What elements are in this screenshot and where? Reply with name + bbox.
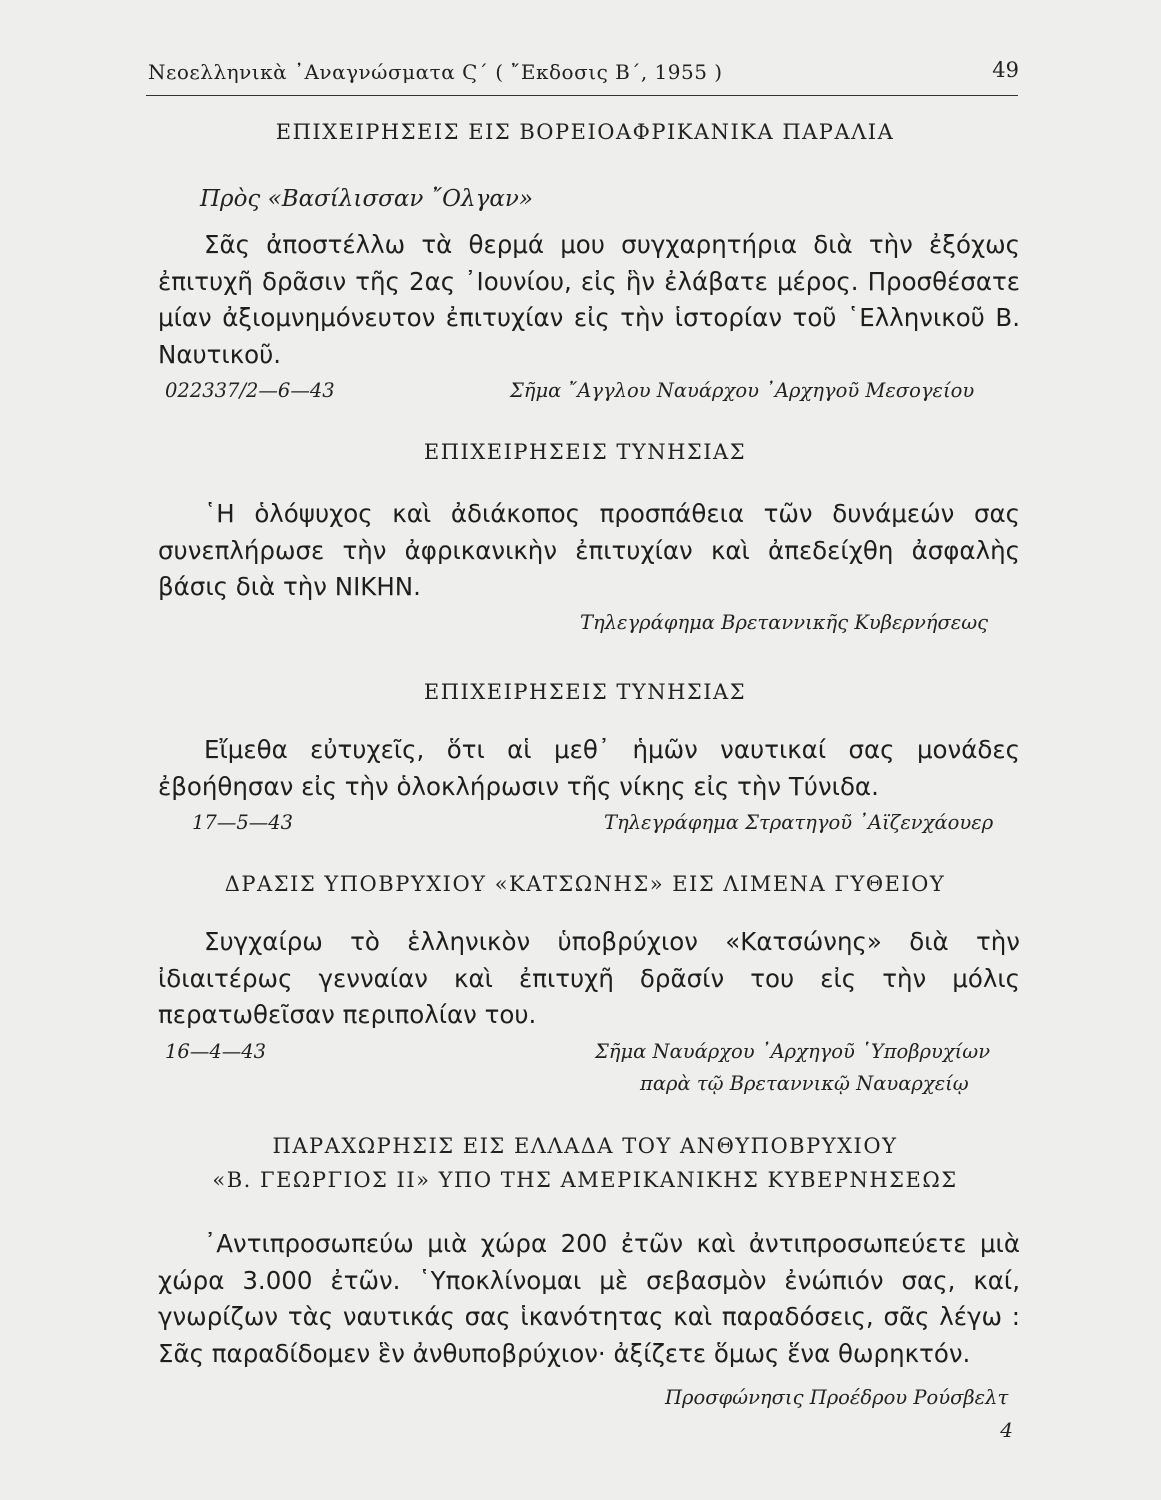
section-heading: ΕΠΙΧΕΙΡΗΣΕΙΣ ΤΥΝΗΣΙΑΣ xyxy=(423,680,747,704)
section-date: 17—5—43 xyxy=(192,811,294,834)
section-signature: Τηλεγράφημα Βρεταννικῆς Κυβερνήσεως xyxy=(580,611,989,634)
addressee: Πρὸς «Βασίλισσαν ῎Ολγαν» xyxy=(200,186,533,212)
section-signature-line2: παρὰ τῷ Βρεταννικῷ Ναυαρχείῳ xyxy=(640,1072,969,1095)
section-heading: ΕΠΙΧΕΙΡΗΣΕΙΣ ΤΥΝΗΣΙΑΣ xyxy=(423,440,747,464)
section-heading-line2: «Β. ΓΕΩΡΓΙΟΣ ΙΙ» ΥΠΟ ΤΗΣ ΑΜΕΡΙΚΑΝΙΚΗΣ ΚΥΒΕΡΝΗΣΕΩΣ xyxy=(212,1168,958,1192)
section-heading: ΠΑΡΑΧΩΡΗΣΙΣ ΕΙΣ ΕΛΛΑΔΑ ΤΟΥ ΑΝΘΥΠΟΒΡΥΧΙΟΥ xyxy=(272,1134,898,1158)
page-number: 49 xyxy=(992,58,1019,82)
section-signature: Σῆμα Ναυάρχου ᾿Αρχηγοῦ ῾Υποβρυχίων xyxy=(595,1040,991,1063)
section-body: Εἴμεθα εὐτυχεῖς, ὅτι αἱ μεθ᾿ ἡμῶν ναυτικαί σας μονάδες ἐβοήθησαν εἰς τὴν ὁλοκλήρωσιν τῆς νίκης εἰς τὴν Τύνιδα. xyxy=(158,735,1020,801)
section-signature: Σῆμα ῎Αγγλου Ναυάρχου ᾿Αρχηγοῦ Μεσογείου xyxy=(510,379,975,402)
section-date: 022337/2—6—43 xyxy=(165,379,335,402)
section-body: ᾿Αντιπροσωπεύω μιὰ χώρα 200 ἐτῶν καὶ ἀντιπροσωπεύετε μιὰ χώρα 3.000 ἐτῶν. ῾Υποκλίνομαι μὲ σεβασμὸν ἐνώπιόν σας, καί, γνωρίζων τὰς ναυτικάς σας ἱκανότητας καὶ παραδόσεις, σᾶς λέγω : Σᾶς παραδίδομεν ἓν ἀνθυποβρύχιον· ἀξίζετε ὅμως ἕνα θωρηκτόν. xyxy=(158,1229,1020,1368)
section-body: Συγχαίρω τὸ ἑλληνικὸν ὑποβρύχιον «Κατσώνης» διὰ τὴν ἰδιαιτέρως γενναίαν καὶ ἐπιτυχῆ δρᾶσίν του εἰς τὴν μόλις περατωθεῖσαν περιπολίαν του. xyxy=(158,927,1020,1029)
header-rule xyxy=(146,95,1018,96)
section-signature: Προσφώνησις Προέδρου Ρούσβελτ xyxy=(665,1386,1009,1409)
section-heading: ΔΡΑΣΙΣ ΥΠΟΒΡΥΧΙΟΥ «ΚΑΤΣΩΝΗΣ» ΕΙΣ ΛΙΜΕΝΑ ΓΥΘΕΙΟΥ xyxy=(224,872,946,896)
signature-mark: 4 xyxy=(1000,1418,1013,1442)
running-header: Νεοελληνικὰ ᾿Αναγνώσματα Ϛ´ ( ῎Εκδοσις Β´, 1955 ) xyxy=(148,60,723,84)
section-signature: Τηλεγράφημα Στρατηγοῦ ᾿Αϊζενχάουερ xyxy=(604,811,994,834)
section-date: 16—4—43 xyxy=(165,1040,267,1063)
section-heading: ΕΠΙΧΕΙΡΗΣΕΙΣ ΕΙΣ ΒΟΡΕΙΟΑΦΡΙΚΑΝΙΚΑ ΠΑΡΑΛΙΑ xyxy=(275,120,895,144)
section-body: ῾Η ὁλόψυχος καὶ ἀδιάκοπος προσπάθεια τῶν δυνάμεών σας συνεπλήρωσε τὴν ἀφρικανικὴν ἐπιτυχίαν καὶ ἀπεδείχθη ἀσφαλὴς βάσις διὰ τὴν ΝΙΚΗΝ. xyxy=(158,499,1020,601)
section-body: Σᾶς ἀποστέλλω τὰ θερμά μου συγχαρητήρια διὰ τὴν ἐξόχως ἐπιτυχῆ δρᾶσιν τῆς 2ας ᾿Ιουνίου, εἰς ἣν ἐλάβατε μέρος. Προσθέσατε μίαν ἀξιομνημόνευτον ἐπιτυχίαν εἰς τὴν ἱστορίαν τοῦ ῾Ελληνικοῦ Β. Ναυτικοῦ. xyxy=(158,230,1020,369)
